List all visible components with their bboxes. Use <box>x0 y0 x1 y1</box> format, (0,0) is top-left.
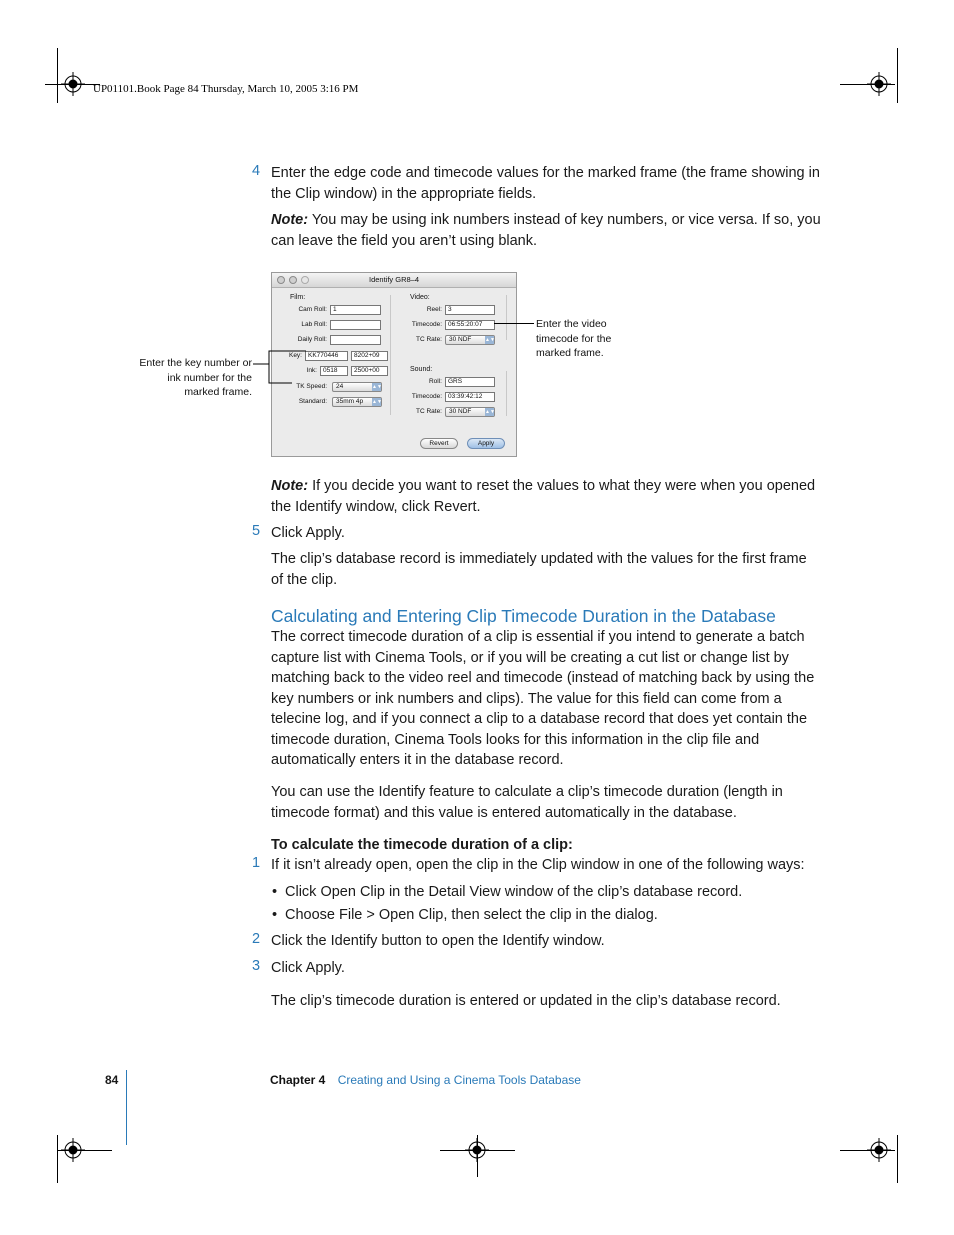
footer-chapter <box>270 1073 581 1087</box>
sound-tc-rate-label: TC Rate: <box>415 408 442 415</box>
video-tc-rate-label: TC Rate: <box>415 336 442 343</box>
paragraph: The clip’s database record is immediately updated with the values for the first frame of the clip. <box>271 551 807 588</box>
film-group-label: Film: <box>290 294 306 301</box>
daily-roll-field[interactable] <box>330 335 381 345</box>
step-text: If it isn’t already open, open the clip in the Clip window in one of the following ways: <box>271 857 805 873</box>
ink-number-field[interactable]: 2500+00 <box>351 366 388 376</box>
note-text: You may be using ink numbers instead of key numbers, or vice versa. If so, you can leave the field you aren’t using blank. <box>271 212 821 249</box>
lab-roll-label: Lab Roll: <box>301 321 327 328</box>
revert-button[interactable]: Revert <box>420 438 458 449</box>
callout-key-ink <box>120 356 252 400</box>
step-text: Click the Identify button to open the Identify window. <box>271 933 605 949</box>
section-heading: Calculating and Entering Clip Timecode Duration in the Database <box>271 606 776 626</box>
callout-line: Enter the key number or <box>139 357 252 369</box>
key-prefix-field[interactable]: KK770446 <box>305 351 348 361</box>
callout-leader-left <box>250 350 310 390</box>
ink-label: Ink: <box>306 367 317 374</box>
step-text: Enter the edge code and timecode values for the marked frame (the frame showing in the Clip window) in the appropriate fields. <box>271 165 820 202</box>
callout-line: ink number for the <box>167 371 252 384</box>
callout-line: marked frame. <box>184 386 252 398</box>
note-paragraph <box>271 476 821 517</box>
note-paragraph <box>271 210 821 251</box>
ink-prefix-field[interactable]: 0518 <box>320 366 348 376</box>
sound-timecode-label: Timecode: <box>411 393 442 400</box>
standard-select[interactable] <box>332 397 382 407</box>
header-slug: UP01101.Book Page 84 Thursday, March 10, 2005 3:16 PM <box>93 83 359 95</box>
tk-speed-label: TK Speed: <box>296 383 327 390</box>
task-heading: To calculate the timecode duration of a clip: <box>271 837 573 853</box>
page-number: 84 <box>105 1073 119 1087</box>
callout-line: timecode for the <box>536 332 612 345</box>
key-label: Key: <box>288 352 302 359</box>
standard-value: 35mm 4p <box>336 398 364 405</box>
sound-tc-rate-select[interactable] <box>445 407 495 417</box>
dialog-titlebar <box>272 273 516 288</box>
select-arrows-icon: ▲▼ <box>372 399 382 405</box>
bullet-icon: • <box>272 907 278 923</box>
video-tc-rate-value: 30 NDF <box>449 336 472 343</box>
video-tc-rate-select[interactable] <box>445 335 495 345</box>
step-number: 1 <box>252 855 261 871</box>
reel-label: Reel: <box>426 306 442 313</box>
cam-roll-label: Cam Roll: <box>298 306 327 313</box>
cam-roll-field[interactable]: 1 <box>330 305 381 315</box>
chapter-title: Creating and Using a Cinema Tools Database <box>337 1073 581 1087</box>
paragraph: You can use the Identify feature to calculate a clip’s timecode duration (length in timecode format) and this value is entered automatically in the database. <box>271 784 783 821</box>
sound-tc-rate-value: 30 NDF <box>449 408 472 415</box>
select-arrows-icon: ▲▼ <box>485 337 495 343</box>
sound-group-label: Sound: <box>410 366 433 373</box>
group-divider <box>506 371 507 416</box>
bullet-text: Choose File > Open Clip, then select the clip in the dialog. <box>285 907 658 923</box>
step-text: Click Apply. <box>271 525 345 541</box>
bullet-icon: • <box>272 884 278 900</box>
select-arrows-icon: ▲▼ <box>485 409 495 415</box>
key-number-field[interactable]: 8202+09 <box>351 351 388 361</box>
sound-timecode-field[interactable]: 03:39:42:12 <box>445 392 495 402</box>
callout-video-timecode <box>536 317 646 361</box>
daily-roll-label: Daily Roll: <box>297 336 327 343</box>
video-group-label: Video: <box>410 294 430 301</box>
step-text: Click Apply. <box>271 960 345 976</box>
step-number: 4 <box>252 163 261 179</box>
note-label: Note: <box>271 478 309 494</box>
tk-speed-select[interactable] <box>332 382 382 392</box>
video-timecode-label: Timecode: <box>411 321 442 328</box>
lab-roll-field[interactable] <box>330 320 381 330</box>
step-number: 3 <box>252 958 261 974</box>
note-label: Note: <box>271 212 309 228</box>
dialog-title: Identify GR8–4 <box>368 275 420 284</box>
bullet-text: Click Open Clip in the Detail View window of the clip’s database record. <box>285 884 743 900</box>
tk-speed-value: 24 <box>336 383 344 390</box>
callout-line: marked frame. <box>536 347 604 359</box>
select-arrows-icon: ▲▼ <box>372 384 382 390</box>
paragraph: The clip’s timecode duration is entered or updated in the clip’s database record. <box>271 993 781 1009</box>
callout-line: Enter the video <box>536 318 607 330</box>
reel-field[interactable]: 3 <box>445 305 495 315</box>
paragraph: The correct timecode duration of a clip is essential if you intend to generate a batch capture list with Cinema Tools, or if you will be creating a cut list or change list by matching back to the video reel and timecode (instead of matching back by using the key numbers or ink numbers and clips). The value for this field can come from a telecine log, and if you connect a clip to a database record that does yet contain the timecode duration, Cinema Tools looks for this information in the clip file and automatically enters it in the database record. <box>271 629 815 768</box>
roll-field[interactable]: GRS <box>445 377 495 387</box>
callout-leader-right <box>494 318 536 328</box>
step-number: 2 <box>252 931 261 947</box>
standard-label: Standard: <box>298 398 327 405</box>
roll-label: Roll: <box>428 378 442 385</box>
chapter-label: Chapter 4 <box>270 1073 326 1087</box>
step-number: 5 <box>252 523 261 539</box>
video-timecode-field[interactable]: 06:55:20:07 <box>445 320 495 330</box>
note-text: If you decide you want to reset the values to what they were when you opened the Identify window, click Revert. <box>271 478 816 515</box>
apply-button[interactable]: Apply <box>467 438 505 449</box>
group-divider <box>390 295 391 415</box>
